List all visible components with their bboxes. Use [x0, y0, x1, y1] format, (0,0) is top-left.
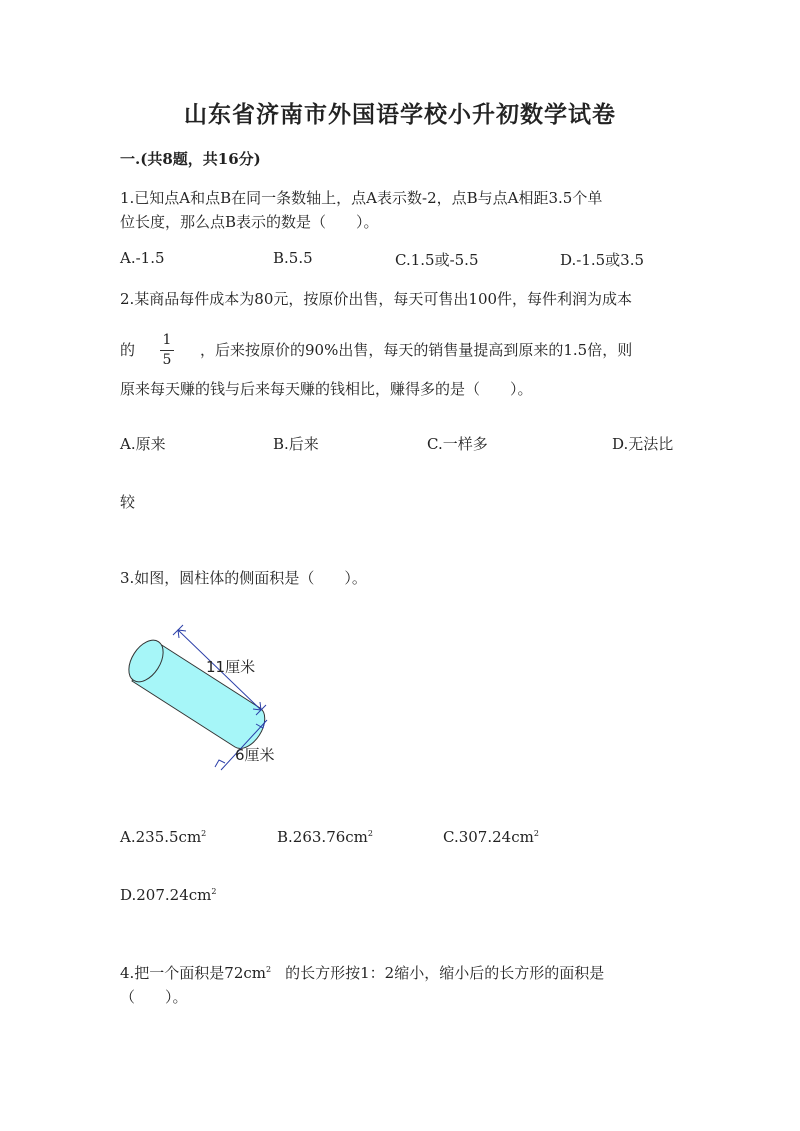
- q1-option-b: B.5.5: [273, 249, 313, 267]
- q4-line2: （ ）。: [120, 988, 188, 1006]
- q2-line2-suffix: ，后来按原价的90%出售，每天的销售量提高到原来的1.5倍，则: [200, 341, 633, 359]
- q3-option-a: $A.235.5cm^2$: [120, 828, 207, 846]
- q2-option-c: C.一样多: [427, 435, 488, 453]
- q2-option-b: B.后来: [273, 435, 319, 453]
- q2-option-d: D.无法比: [612, 435, 674, 453]
- diameter-label: 6厘米: [235, 746, 275, 764]
- q3-option-b: $B.263.76cm^2$: [277, 828, 373, 846]
- q1-option-c: C.1.5或-5.5: [395, 251, 479, 269]
- q1-line1: 1.已知点A和点B在同一条数轴上，点A表示数-2，点B与点A相距3.5个单: [120, 189, 603, 207]
- q2-option-a: A.原来: [120, 435, 166, 453]
- q2-line3: 原来每天赚的钱与后来每天赚的钱相比，赚得多的是（ ）。: [120, 380, 533, 398]
- q2-fraction: [160, 332, 174, 369]
- q3-text: 3.如图，圆柱体的侧面积是（ ）。: [120, 569, 367, 587]
- section-heading: 一.(共8题，共16分): [120, 150, 261, 168]
- q1-option-d: D.-1.5或3.5: [560, 251, 645, 269]
- q3-option-d: $D.207.24cm^2$: [120, 886, 217, 904]
- q3-option-c: $C.307.24cm^2$: [443, 828, 539, 846]
- q4-line1: 4.把一个面积是$72cm^2$ 的长方形按1：2缩小，缩小后的长方形的面积是: [120, 964, 605, 982]
- q1-line2: 位长度，那么点B表示的数是（ ）。: [120, 213, 379, 231]
- fraction-numerator: 1: [162, 332, 172, 348]
- fraction-bar: [160, 350, 174, 351]
- q2-line2-prefix: 的: [120, 341, 136, 359]
- q2-option-d-wrap: 较: [120, 493, 136, 511]
- length-label: 11厘米: [206, 658, 256, 676]
- q1-option-a: A.-1.5: [120, 249, 165, 267]
- fraction-denominator: 5: [162, 352, 172, 368]
- exam-title: 山东省济南市外国语学校小升初数学试卷: [184, 101, 616, 128]
- cylinder-figure: [115, 620, 305, 790]
- q2-line1: 2.某商品每件成本为80元，按原价出售，每天可售出100件，每件利润为成本: [120, 290, 633, 308]
